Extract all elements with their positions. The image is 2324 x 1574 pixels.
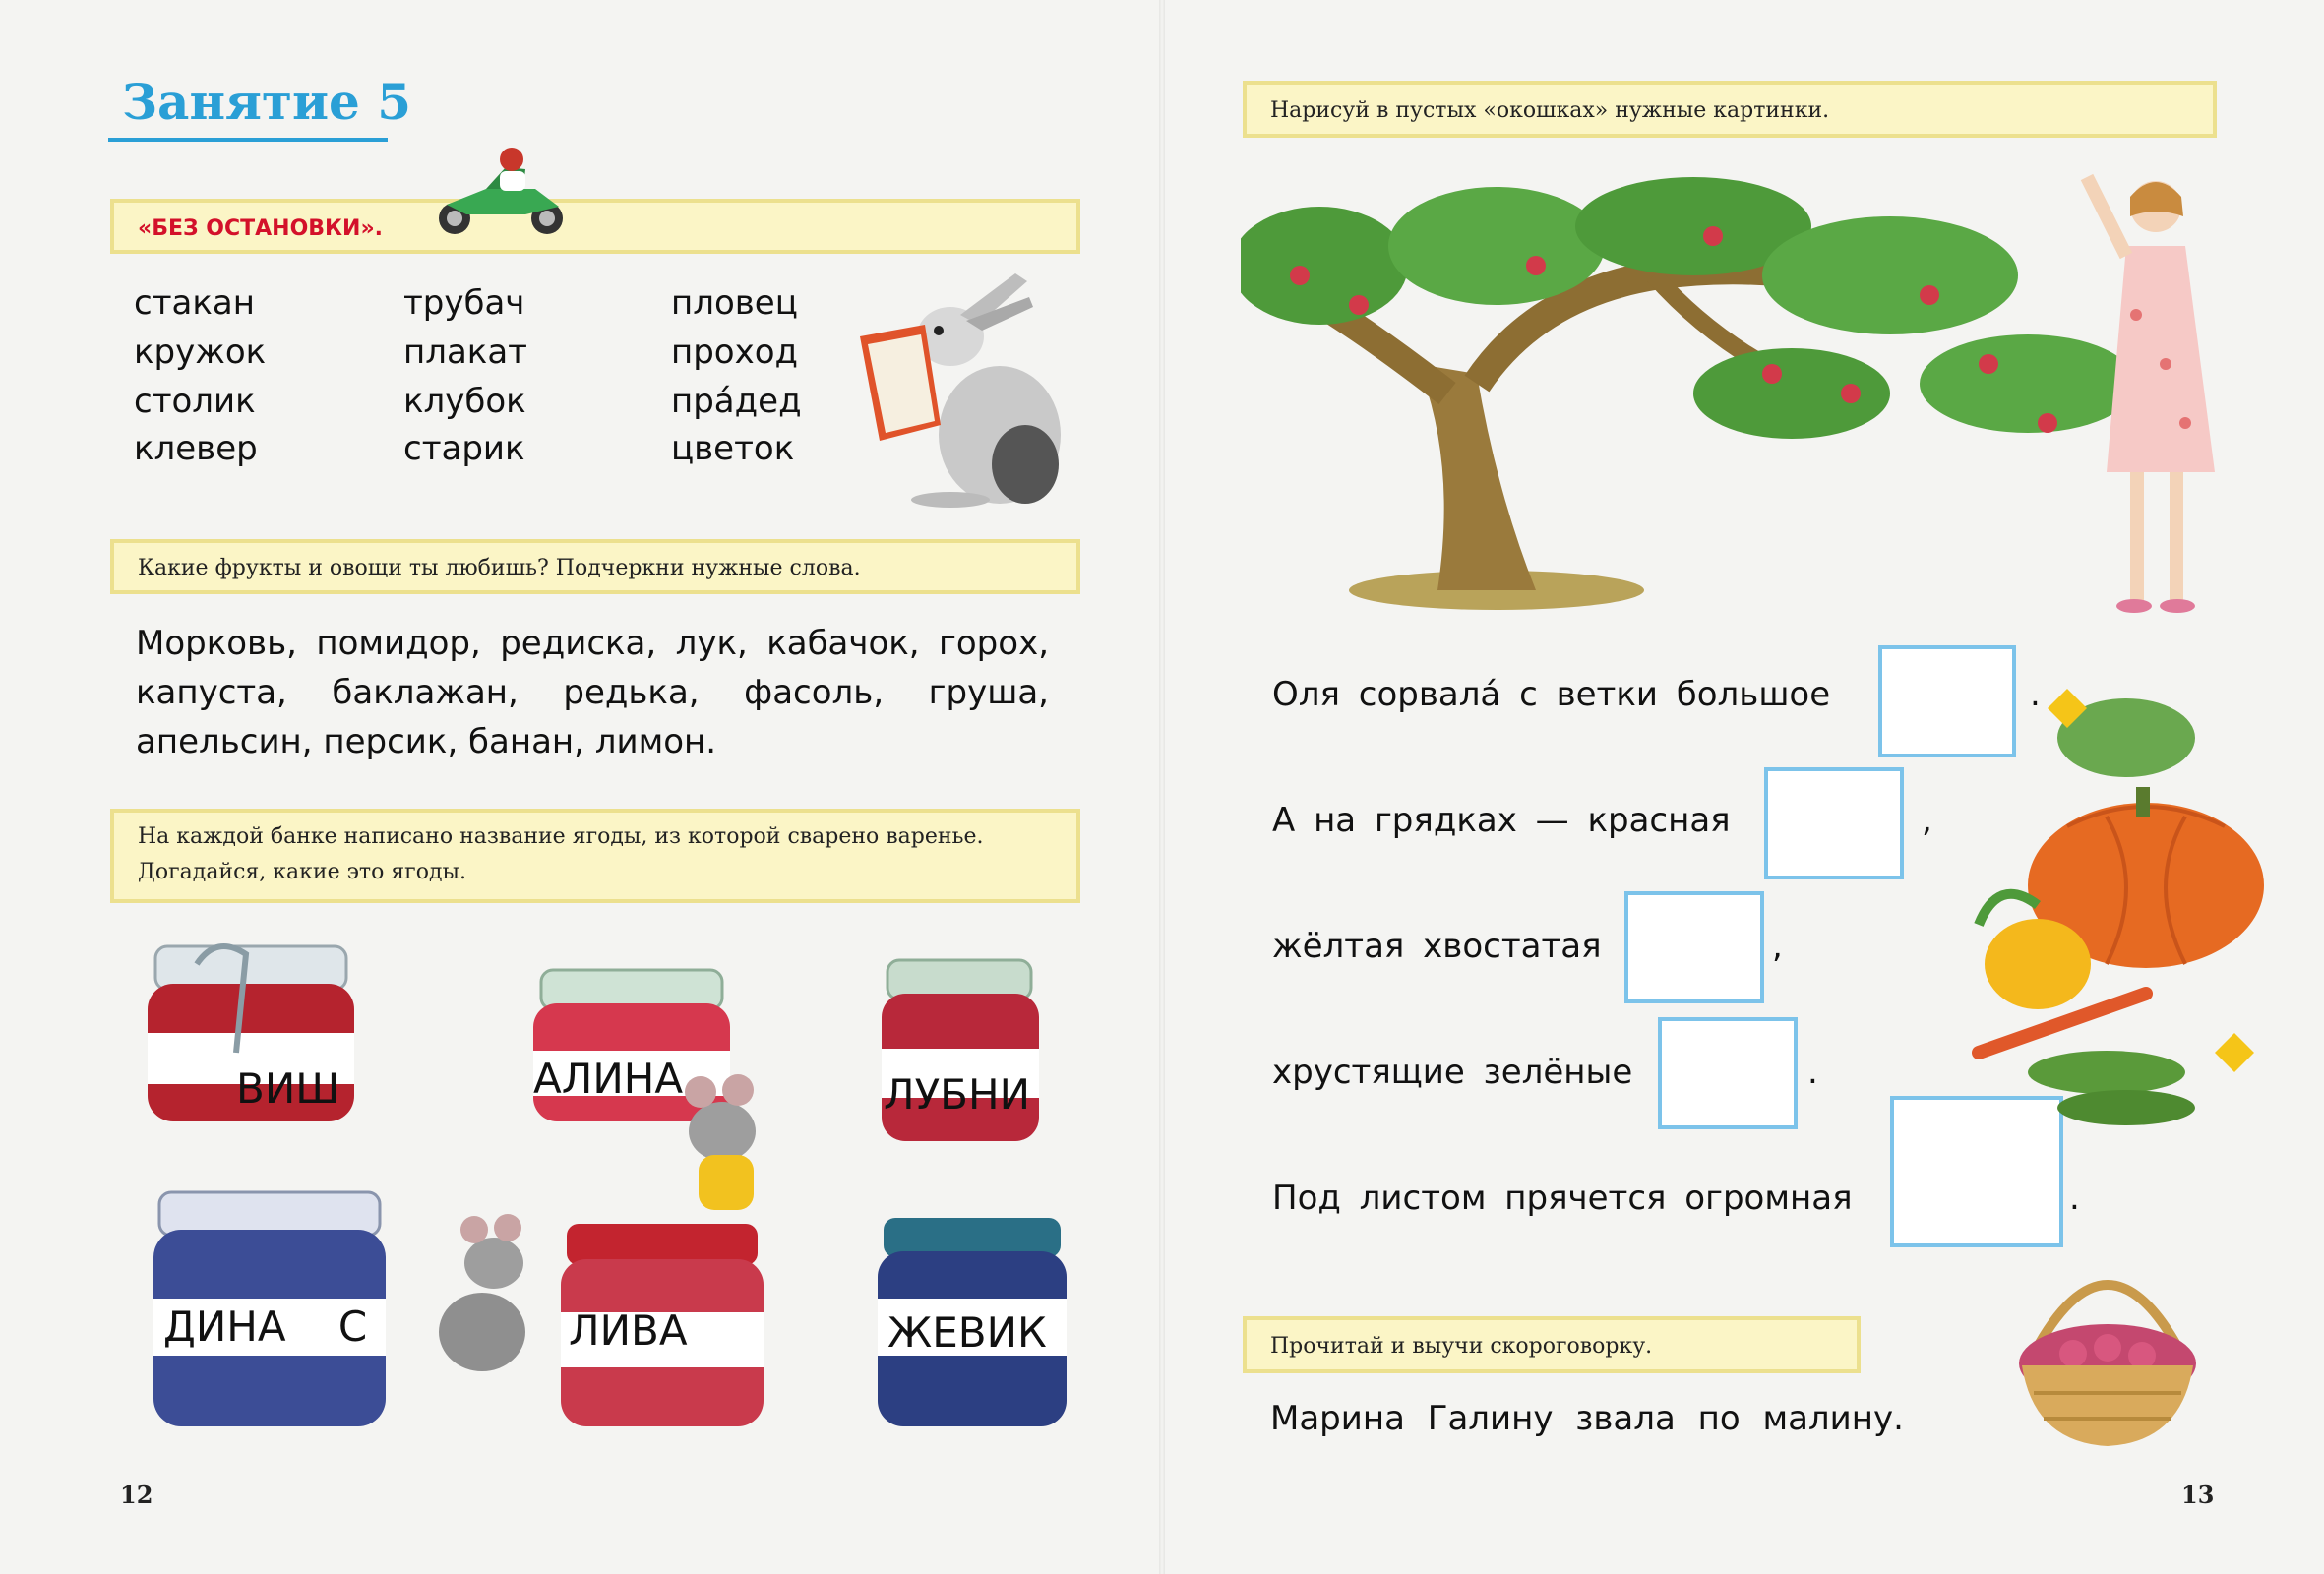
exercise3-banner (110, 809, 1080, 903)
sentence-punct: , (1772, 927, 1783, 966)
apple-tree-illustration (1241, 167, 2244, 630)
basket-icon (2004, 1255, 2211, 1452)
tongue-twister: Марина Галину звала по малину. (1270, 1399, 1904, 1438)
word: кружок (134, 333, 267, 372)
jar-label-plum: ЛИВА (569, 1306, 688, 1355)
drawing-instruction: Нарисуй в пустых «окошках» нужные картинки. (1270, 98, 1830, 123)
word: столик (134, 382, 256, 421)
page-number: 12 (120, 1481, 153, 1509)
page-number: 13 (2181, 1481, 2215, 1509)
title-underline (108, 138, 388, 142)
text-line: капуста, баклажан, редька, фасоль, груша, (136, 673, 1049, 712)
word: клубок (403, 382, 526, 421)
lesson-title: Занятие 5 (122, 73, 412, 131)
right-page (1162, 0, 2324, 1574)
jar-label-cherry: ВИШ (236, 1064, 340, 1113)
vegetables-illustration (1939, 679, 2264, 1141)
exercise2-banner (110, 539, 1080, 594)
exercise1-banner (110, 199, 1080, 254)
tongue-twister-banner (1243, 1316, 1861, 1373)
exercise2-instruction: Какие фрукты и овощи ты любишь? Подчеркни нужные слова. (138, 556, 861, 580)
drawing-box-cucumbers[interactable] (1658, 1017, 1798, 1129)
exercise3-instruction-line1: На каждой банке написано название ягоды, из которой сварено варенье. (138, 824, 984, 849)
jar-label-raspberry: АЛИНА (533, 1055, 684, 1103)
jam-jars-illustration (138, 935, 1082, 1466)
rabbit-reading-icon (852, 268, 1088, 514)
word: стакан (134, 283, 255, 323)
sentence-punct: , (1922, 801, 1932, 840)
drawing-box-turnip[interactable] (1624, 891, 1764, 1003)
jar-label-cloudberry: ЖЕВИК (887, 1308, 1047, 1357)
sentence-text: жёлтая хвостатая (1272, 927, 1602, 966)
sentence-punct: . (1807, 1053, 1818, 1092)
word: клевер (134, 429, 258, 468)
word: пра́дед (671, 382, 802, 421)
page-fold (1159, 0, 1165, 1574)
text-line: апельсин, персик, банан, лимон. (136, 722, 717, 761)
sentence-text: хрустящие зелёные (1272, 1053, 1633, 1092)
tongue-twister-instruction: Прочитай и выучи скороговорку. (1270, 1334, 1653, 1359)
text-line: Морковь, помидор, редиска, лук, кабачок, горох, (136, 624, 1049, 663)
drawing-box-tomato[interactable] (1764, 767, 1904, 879)
sentence-text: Оля сорвала́ с ветки большое (1272, 675, 1831, 714)
jar-label-strawberry: ЛУБНИ (884, 1070, 1030, 1119)
sentence-punct: . (2030, 675, 2041, 714)
sentence-text: А на грядках — красная (1272, 801, 1731, 840)
instruction-banner (1243, 81, 2217, 138)
word: старик (403, 429, 525, 468)
word: плакат (403, 333, 527, 372)
exercise1-title: «БЕЗ ОСТАНОВКИ». (138, 216, 384, 241)
sentence-text: Под листом прячется огромная (1272, 1179, 1853, 1218)
word: трубач (403, 283, 525, 323)
jar-label-blueberry: ДИНА С (163, 1302, 368, 1351)
word: цветок (671, 429, 795, 468)
exercise3-instruction-line2: Догадайся, какие это ягоды. (138, 860, 467, 884)
sentence-punct: . (2069, 1179, 2080, 1218)
word: пловец (671, 283, 798, 323)
word: проход (671, 333, 799, 372)
motorcycle-icon (427, 146, 575, 238)
